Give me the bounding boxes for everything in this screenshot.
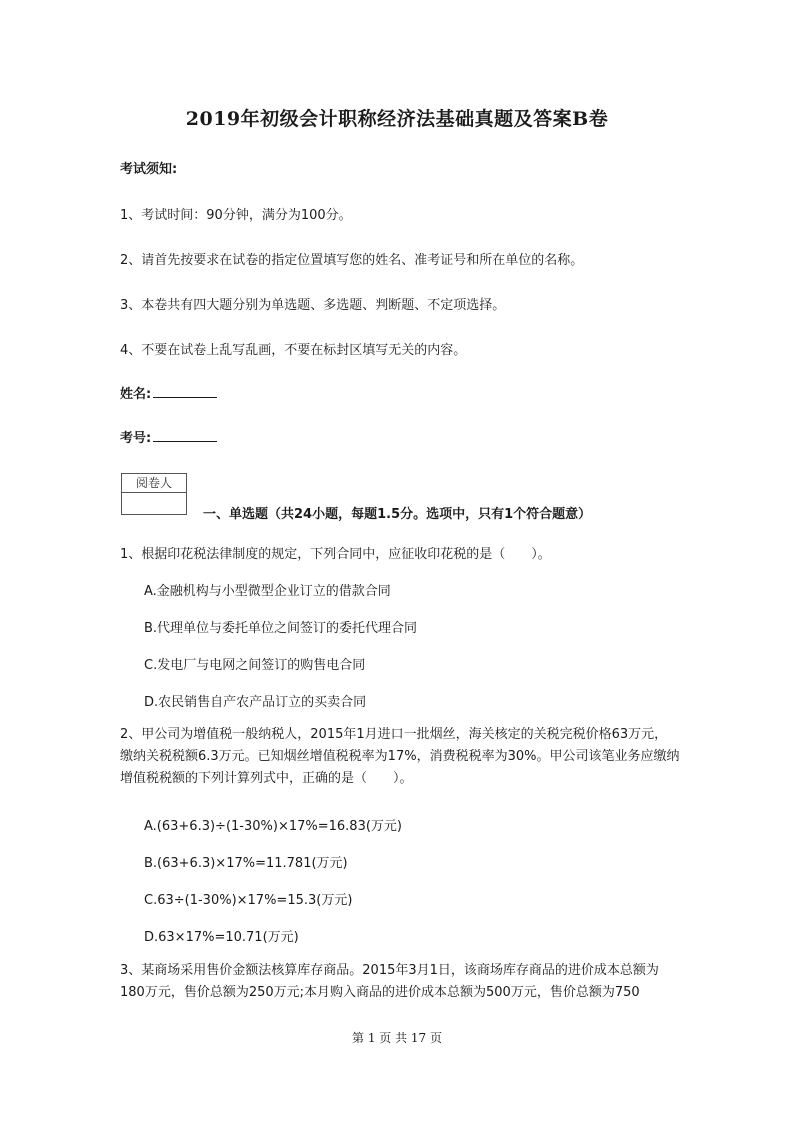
- id-label: 考号:: [120, 431, 152, 446]
- notice-item-3: 3、本卷共有四大题分别为单选题、多选题、判断题、不定项选择。: [120, 298, 506, 313]
- question-1-stem: 1、根据印花税法律制度的规定，下列合同中，应征收印花税的是（ ）。: [120, 547, 551, 562]
- name-field: [120, 383, 217, 402]
- question-2-option-c: C.63÷(1-30%)×17%=15.3(万元): [144, 893, 353, 908]
- question-1-option-b: B.代理单位与委托单位之间签订的委托代理合同: [144, 621, 418, 636]
- grader-label: 阅卷人: [122, 474, 186, 493]
- question-1-option-d: D.农民销售自产农产品订立的买卖合同: [144, 695, 367, 710]
- notice-heading: 考试须知:: [120, 162, 178, 177]
- notice-item-4: 4、不要在试卷上乱写乱画，不要在标封区填写无关的内容。: [120, 343, 467, 358]
- name-blank[interactable]: [153, 385, 217, 398]
- section-title: 一、单选题（共24小题，每题1.5分。选项中，只有1个符合题意）: [203, 507, 592, 522]
- question-3-stem: 3、某商场采用售价金额法核算库存商品。2015年3月1日，该商场库存商品的进价成本总额为180万元，售价总额为250万元;本月购入商品的进价成本总额为500万元，售价总额为750: [120, 963, 659, 1000]
- notice-item-1: 1、考试时间：90分钟，满分为100分。: [120, 208, 352, 223]
- question-2-option-b: B.(63+6.3)×17%=11.781(万元): [144, 856, 348, 871]
- question-1-option-a: A.金融机构与小型微型企业订立的借款合同: [144, 584, 391, 599]
- id-blank[interactable]: [153, 429, 217, 442]
- id-field: [120, 427, 217, 446]
- grader-box: [121, 473, 187, 515]
- question-2-option-d: D.63×17%=10.71(万元): [144, 930, 299, 945]
- page-footer: 第 1 页 共 17 页: [352, 1031, 442, 1045]
- notice-item-2: 2、请首先按要求在试卷的指定位置填写您的姓名、准考证号和所在单位的名称。: [120, 253, 584, 268]
- question-1-option-c: C.发电厂与电网之间签订的购售电合同: [144, 658, 366, 673]
- name-label: 姓名:: [120, 387, 152, 402]
- question-2-option-a: A.(63+6.3)÷(1-30%)×17%=16.83(万元): [144, 819, 402, 834]
- page-title: 2019年初级会计职称经济法基础真题及答案B卷: [185, 108, 609, 130]
- question-2-stem: 2、甲公司为增值税一般纳税人，2015年1月进口一批烟丝，海关核定的关税完税价格63万元，缴纳关税税额6.3万元。已知烟丝增值税税率为17%，消费税税率为30%。甲公司该笔业务应缴纳增值税税额的下列计算列式中，正确的是（ ）。: [120, 727, 680, 786]
